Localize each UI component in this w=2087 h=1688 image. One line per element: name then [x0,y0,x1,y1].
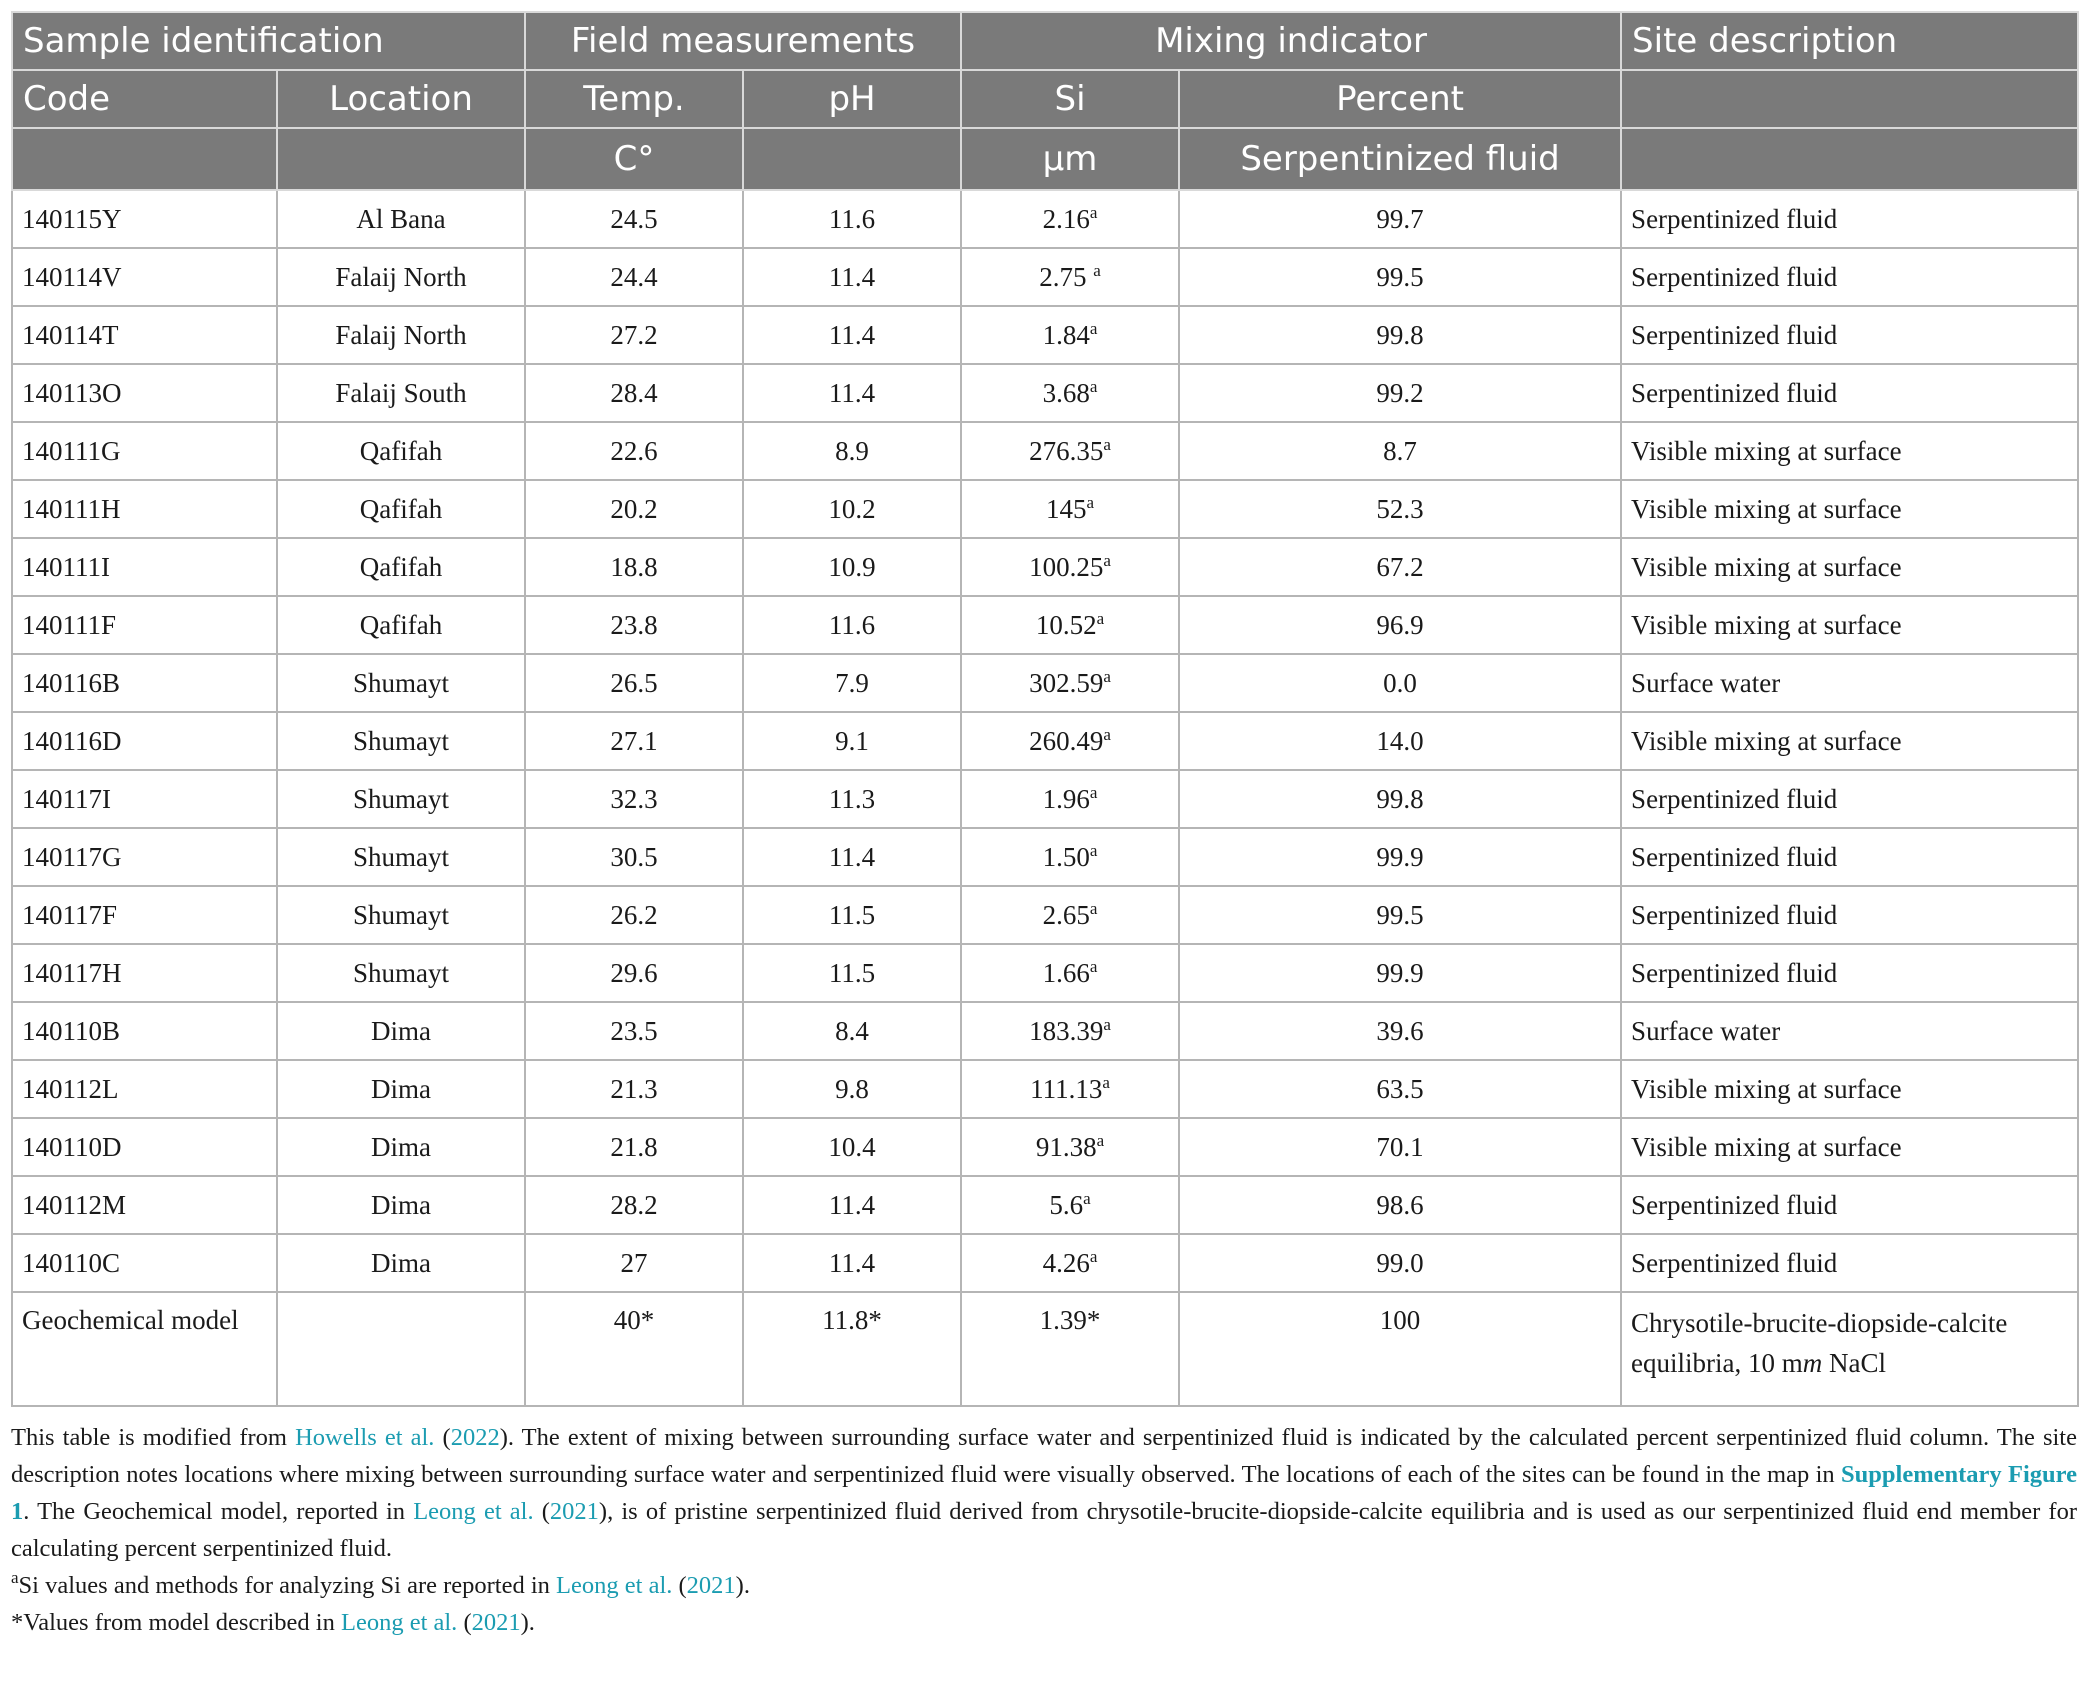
cell-ph: 11.5 [743,886,961,944]
cell-site-description: Serpentinized fluid [1621,364,2078,422]
cell-ph: 11.4 [743,306,961,364]
si-value: 91.38 [1035,1131,1097,1162]
cell-ph: 11.4 [743,1176,961,1234]
cell-si [961,190,1179,248]
table-row [12,596,2078,654]
cell-ph: 11.4 [743,1234,961,1292]
fn-text: . The Geochemical model, reported in [23,1498,414,1525]
cell-si [961,248,1179,306]
si-value: 1.66 [1042,957,1090,988]
fn-text: ( [434,1424,451,1451]
cell-percent: 14.0 [1179,712,1621,770]
cell-ph: 11.5 [743,944,961,1002]
col-temp: Temp. [525,70,743,128]
table-row [12,770,2078,828]
cell-temp: 24.5 [525,190,743,248]
ref-howells-year-link[interactable]: 2022 [450,1424,500,1451]
model-site-line1: Chrysotile-brucite-diopside-calcite [1631,1308,2008,1338]
table-row [12,828,2078,886]
unit-temp: C° [525,128,743,190]
cell-percent: 99.5 [1179,248,1621,306]
si-footnote-marker: a [1093,260,1101,280]
cell-temp: 24.4 [525,248,743,306]
cell-si [961,306,1179,364]
table-row [12,1060,2078,1118]
unit-ph [743,128,961,190]
model-site-line2-pre: equilibria, 10 m [1631,1348,1803,1378]
cell-temp: 20.2 [525,480,743,538]
si-value: 2.65 [1042,899,1090,930]
cell-temp: 21.3 [525,1060,743,1118]
cell-ph: 11.4 [743,828,961,886]
cell-si [961,1234,1179,1292]
cell-ph: 10.2 [743,480,961,538]
cell-percent: 99.5 [1179,886,1621,944]
fn-text: ( [672,1572,687,1599]
cell-location: Shumayt [277,770,525,828]
cell-percent: 96.9 [1179,596,1621,654]
si-value: 100.25 [1029,551,1104,582]
cell-percent: 52.3 [1179,480,1621,538]
fn-text: ). The extent of mixing between surrounding surface water and serpentinized fluid is indicated by the calculated percent serpentinized fluid column. The site description notes locations where mixing between surrounding surface water and serpentinized fluid were visually observed. The locations of each of the sites can be found in the map in [11,1424,2077,1488]
si-footnote-marker: a [1096,608,1105,628]
si-footnote-marker: a [1089,782,1098,802]
cell-site-description: Visible mixing at surface [1621,538,2078,596]
cell-temp: 21.8 [525,1118,743,1176]
si-value: 10.52 [1035,609,1097,640]
cell-temp: 18.8 [525,538,743,596]
header-group-row [12,12,2078,70]
model-location [277,1292,525,1406]
ref-leong-author-link[interactable]: Leong et al. [556,1572,673,1599]
table-row [12,1234,2078,1292]
cell-percent: 99.8 [1179,770,1621,828]
cell-site-description: Serpentinized fluid [1621,1176,2078,1234]
cell-site-description: Surface water [1621,654,2078,712]
cell-site-description: Serpentinized fluid [1621,828,2078,886]
cell-si [961,1176,1179,1234]
cell-percent: 39.6 [1179,1002,1621,1060]
cell-code: 140117F [12,886,277,944]
si-footnote-marker: a [1086,492,1095,512]
model-code: Geochemical model [12,1292,277,1406]
col-code: Code [12,70,277,128]
model-site-line2-post: NaCl [1822,1348,1887,1378]
table-row [12,480,2078,538]
footnote-star [11,1604,2077,1641]
si-value: 1.50 [1042,841,1090,872]
cell-site-description: Serpentinized fluid [1621,770,2078,828]
col-location: Location [277,70,525,128]
cell-percent: 99.0 [1179,1234,1621,1292]
cell-percent: 99.9 [1179,828,1621,886]
cell-si [961,1118,1179,1176]
ref-leong-author-link[interactable]: Leong et al. [340,1609,458,1636]
cell-si [961,1060,1179,1118]
col-site [1621,70,2078,128]
group-mixing-indicator: Mixing indicator [961,12,1621,70]
si-value: 2.16 [1042,203,1090,234]
cell-code: 140111F [12,596,277,654]
fn-text: This table is modified from [11,1424,296,1451]
unit-percent: Serpentinized fluid [1179,128,1621,190]
cell-ph: 11.4 [743,364,961,422]
cell-code: 140113O [12,364,277,422]
footnote-a-marker: a [11,1568,19,1587]
table-footnotes [11,1419,2077,1641]
group-field-measurements: Field measurements [525,12,961,70]
cell-location: Falaij North [277,248,525,306]
cell-ph: 11.6 [743,190,961,248]
cell-percent: 99.9 [1179,944,1621,1002]
cell-ph: 11.3 [743,770,961,828]
table-figure [11,11,2077,1641]
si-value: 5.6 [1049,1189,1084,1220]
fn-text: ( [457,1609,472,1636]
cell-site-description: Visible mixing at surface [1621,596,2078,654]
ref-leong-author-link[interactable]: Leong et al. [413,1498,534,1525]
cell-ph: 8.4 [743,1002,961,1060]
ref-leong-year-link[interactable]: 2021 [686,1572,736,1599]
col-percent: Percent [1179,70,1621,128]
header-unit-row [12,128,2078,190]
si-footnote-marker: a [1102,1072,1110,1092]
cell-code: 140110B [12,1002,277,1060]
model-si: 1.39* [961,1292,1179,1406]
cell-code: 140114V [12,248,277,306]
cell-si [961,770,1179,828]
cell-ph: 11.4 [743,248,961,306]
cell-site-description: Visible mixing at surface [1621,480,2078,538]
cell-temp: 26.2 [525,886,743,944]
table-row [12,364,2078,422]
si-value: 302.59 [1029,667,1104,698]
si-footnote-marker: a [1083,1188,1091,1208]
ref-leong-year-link[interactable]: 2021 [549,1498,599,1525]
table-row [12,886,2078,944]
cell-location: Al Bana [277,190,525,248]
cell-location: Dima [277,1176,525,1234]
cell-site-description: Serpentinized fluid [1621,306,2078,364]
cell-code: 140110C [12,1234,277,1292]
cell-si [961,1002,1179,1060]
si-value: 1.84 [1042,319,1090,350]
cell-location: Falaij North [277,306,525,364]
model-row [12,1292,2078,1406]
fn-text: ). [520,1609,535,1636]
cell-temp: 29.6 [525,944,743,1002]
cell-percent: 67.2 [1179,538,1621,596]
cell-ph: 10.4 [743,1118,961,1176]
si-footnote-marker: a [1089,956,1098,976]
cell-si [961,886,1179,944]
model-site-line2-ital: m [1802,1348,1823,1378]
table-row [12,190,2078,248]
cell-site-description: Visible mixing at surface [1621,1118,2078,1176]
cell-si [961,944,1179,1002]
cell-ph: 9.1 [743,712,961,770]
cell-site-description: Visible mixing at surface [1621,422,2078,480]
supplementary-figure-link[interactable]: Supplementary Figure 1 [11,1461,2077,1525]
unit-location [277,128,525,190]
cell-ph: 7.9 [743,654,961,712]
cell-location: Dima [277,1002,525,1060]
si-footnote-marker: a [1103,666,1111,686]
cell-si [961,480,1179,538]
cell-location: Shumayt [277,828,525,886]
cell-site-description: Serpentinized fluid [1621,248,2078,306]
si-footnote-marker: a [1096,1130,1105,1150]
cell-site-description: Serpentinized fluid [1621,1234,2078,1292]
si-footnote-marker: a [1089,840,1098,860]
cell-si [961,596,1179,654]
si-value: 276.35 [1029,435,1104,466]
table-row [12,306,2078,364]
cell-si [961,828,1179,886]
cell-temp: 26.5 [525,654,743,712]
model-ph: 11.8* [743,1292,961,1406]
cell-temp: 27.1 [525,712,743,770]
col-si: Si [961,70,1179,128]
unit-si: µm [961,128,1179,190]
fn-text: Si values and methods for analyzing Si are reported in [18,1572,557,1599]
cell-location: Dima [277,1060,525,1118]
cell-percent: 98.6 [1179,1176,1621,1234]
cell-si [961,422,1179,480]
si-footnote-marker: a [1103,724,1111,744]
cell-code: 140116B [12,654,277,712]
cell-code: 140116D [12,712,277,770]
cell-code: 140117G [12,828,277,886]
cell-code: 140114T [12,306,277,364]
model-temp: 40* [525,1292,743,1406]
cell-percent: 99.2 [1179,364,1621,422]
cell-site-description: Visible mixing at surface [1621,1060,2078,1118]
table-row [12,422,2078,480]
table-header [12,12,2078,190]
cell-code: 140117I [12,770,277,828]
cell-ph: 11.6 [743,596,961,654]
fn-text: ). [735,1572,750,1599]
cell-location: Shumayt [277,712,525,770]
si-footnote-marker: a [1103,550,1111,570]
data-table [11,11,2079,1407]
cell-site-description: Serpentinized fluid [1621,190,2078,248]
si-value: 4.26 [1042,1247,1090,1278]
unit-code [12,128,277,190]
cell-code: 140115Y [12,190,277,248]
cell-si [961,712,1179,770]
si-footnote-marker: a [1089,318,1098,338]
cell-temp: 23.8 [525,596,743,654]
cell-temp: 22.6 [525,422,743,480]
cell-code: 140111I [12,538,277,596]
si-footnote-marker: a [1089,202,1098,222]
col-ph: pH [743,70,961,128]
cell-temp: 23.5 [525,1002,743,1060]
si-footnote-marker: a [1103,1014,1111,1034]
cell-location: Shumayt [277,886,525,944]
cell-code: 140112M [12,1176,277,1234]
cell-code: 140111H [12,480,277,538]
cell-site-description: Serpentinized fluid [1621,944,2078,1002]
si-value: 145 [1046,493,1087,524]
model-site-description [1621,1292,2078,1406]
ref-leong-year-link[interactable]: 2021 [471,1609,521,1636]
fn-text: ), is of pristine serpentinized fluid derived from chrysotile-brucite-diopside-calcite equilibria and is used as our serpentinized fluid end member for calculating percent serpentinized fluid. [11,1498,2077,1562]
si-footnote-marker: a [1089,1246,1098,1266]
table-row [12,538,2078,596]
table-row [12,1002,2078,1060]
cell-ph: 9.8 [743,1060,961,1118]
cell-location: Dima [277,1118,525,1176]
cell-temp: 28.2 [525,1176,743,1234]
group-site-description: Site description [1621,12,2078,70]
cell-location: Shumayt [277,944,525,1002]
cell-location: Qafifah [277,538,525,596]
cell-percent: 8.7 [1179,422,1621,480]
si-footnote-marker: a [1089,376,1098,396]
si-value: 183.39 [1029,1015,1104,1046]
table-body [12,190,2078,1406]
cell-site-description: Surface water [1621,1002,2078,1060]
fn-text: ( [533,1498,550,1525]
cell-percent: 70.1 [1179,1118,1621,1176]
table-row [12,248,2078,306]
footnote-a [11,1567,2077,1604]
si-value: 3.68 [1042,377,1090,408]
cell-ph: 10.9 [743,538,961,596]
cell-site-description: Serpentinized fluid [1621,886,2078,944]
cell-location: Dima [277,1234,525,1292]
cell-location: Falaij South [277,364,525,422]
table-row [12,712,2078,770]
cell-code: 140117H [12,944,277,1002]
cell-code: 140110D [12,1118,277,1176]
cell-percent: 63.5 [1179,1060,1621,1118]
footnote-main [11,1419,2077,1567]
si-footnote-marker: a [1089,898,1098,918]
cell-temp: 28.4 [525,364,743,422]
cell-site-description: Visible mixing at surface [1621,712,2078,770]
cell-location: Qafifah [277,422,525,480]
cell-temp: 32.3 [525,770,743,828]
cell-code: 140111G [12,422,277,480]
cell-percent: 0.0 [1179,654,1621,712]
cell-temp: 27.2 [525,306,743,364]
unit-site [1621,128,2078,190]
cell-si [961,364,1179,422]
cell-location: Qafifah [277,480,525,538]
cell-temp: 27 [525,1234,743,1292]
header-column-row [12,70,2078,128]
table-row [12,654,2078,712]
si-footnote-marker: a [1103,434,1111,454]
table-row [12,944,2078,1002]
cell-percent: 99.7 [1179,190,1621,248]
fn-text: *Values from model described in [11,1609,341,1636]
ref-howells-author-link[interactable]: Howells et al. [295,1424,435,1451]
cell-code: 140112L [12,1060,277,1118]
si-value: 1.96 [1042,783,1090,814]
cell-temp: 30.5 [525,828,743,886]
cell-ph: 8.9 [743,422,961,480]
cell-location: Shumayt [277,654,525,712]
cell-percent: 99.8 [1179,306,1621,364]
si-value: 260.49 [1029,725,1104,756]
table-row [12,1118,2078,1176]
table-row [12,1176,2078,1234]
cell-si [961,654,1179,712]
group-sample-identification: Sample identification [12,12,525,70]
model-percent: 100 [1179,1292,1621,1406]
si-value: 2.75 [1039,261,1094,292]
si-value: 111.13 [1030,1073,1103,1104]
cell-si [961,538,1179,596]
cell-location: Qafifah [277,596,525,654]
